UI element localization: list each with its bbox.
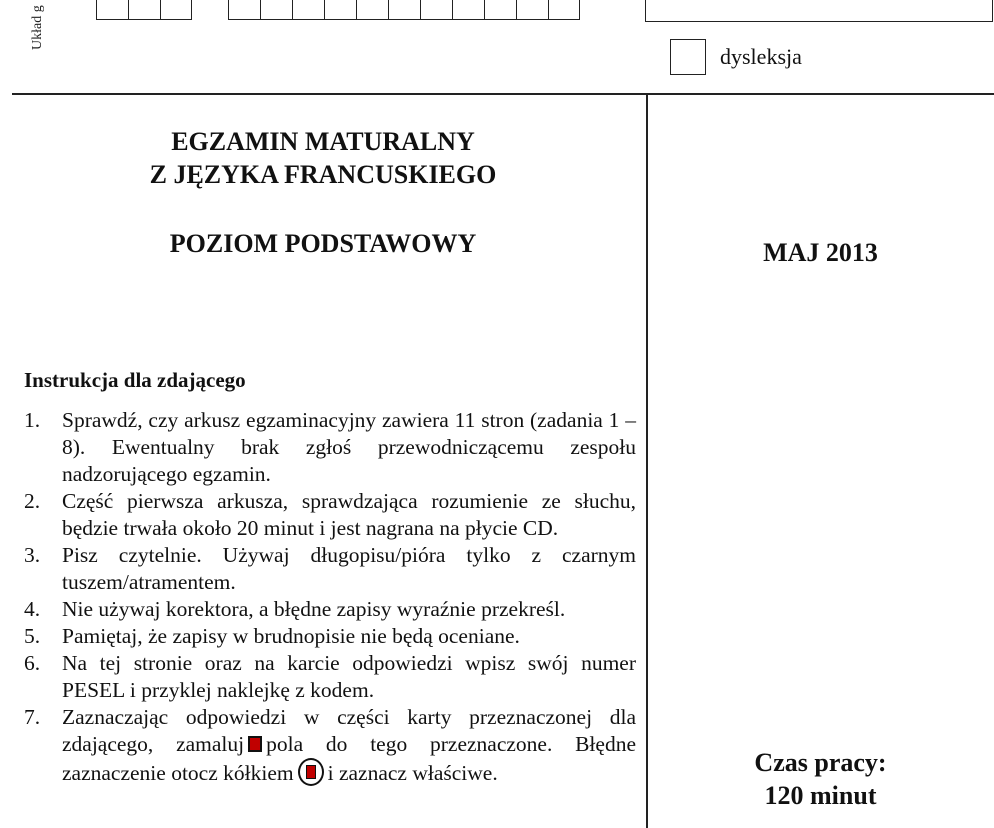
horizontal-divider [12, 93, 994, 95]
code-box[interactable] [160, 0, 192, 20]
code-box[interactable] [96, 0, 128, 20]
pesel-box[interactable] [228, 0, 260, 20]
dyslexia-label: dysleksja [720, 44, 802, 69]
pesel-box[interactable] [388, 0, 420, 20]
instruction-item [24, 488, 636, 542]
sticker-field[interactable] [645, 0, 993, 22]
instruction-number: 2. [24, 489, 41, 513]
exam-title-line2: Z JĘZYKA FRANCUSKIEGO [149, 160, 497, 189]
exam-session: MAJ 2013 [763, 238, 878, 267]
time-value: 120 minut [764, 781, 877, 810]
instruction-item [24, 407, 636, 488]
instruction-item [24, 596, 636, 623]
pesel-box[interactable] [356, 0, 388, 20]
sidebar-vertical-label: Układ g [30, 5, 45, 50]
instruction-text: i zaznacz właściwe. [327, 761, 498, 785]
code-box[interactable] [128, 0, 160, 20]
instruction-number: 4. [24, 597, 41, 621]
instruction-item [24, 704, 636, 787]
pesel-box[interactable] [420, 0, 452, 20]
dyslexia-checkbox[interactable] [670, 39, 706, 75]
pesel-boxes [228, 0, 580, 20]
exam-level: POZIOM PODSTAWOWY [169, 229, 477, 258]
instructions-list [24, 407, 636, 787]
code-boxes [96, 0, 192, 20]
instruction-item [24, 542, 636, 596]
instruction-number: 1. [24, 408, 41, 432]
filled-square-icon [248, 736, 262, 752]
instruction-number: 5. [24, 624, 41, 648]
exam-title-line1: EGZAMIN MATURALNY [171, 127, 475, 156]
pesel-box[interactable] [324, 0, 356, 20]
instruction-text: Zaznaczając odpowiedzi w części karty przeznaczonej dla zdającego, zamaluj [62, 705, 636, 756]
time-label: Czas pracy: [754, 748, 887, 777]
circled-square-icon [298, 758, 324, 786]
instruction-item [24, 623, 636, 650]
instruction-number: 7. [24, 705, 41, 729]
instruction-text: pola do tego przeznaczone. Błędne zaznaczenie otocz kółkiem [62, 732, 636, 785]
instruction-number: 6. [24, 651, 41, 675]
instruction-text: Pamiętaj, że zapisy w brudnopisie nie będą oceniane. [62, 624, 520, 648]
instruction-text: Sprawdź, czy arkusz egzaminacyjny zawiera 11 stron (zadania 1 – 8). Ewentualny brak zgłoś przewodniczącemu zespołu nadzorującego egzamin. [62, 408, 636, 486]
instruction-text: Na tej stronie oraz na karcie odpowiedzi wpisz swój numer PESEL i przyklej naklejkę z kodem. [62, 651, 636, 702]
instruction-text: Pisz czytelnie. Używaj długopisu/pióra tylko z czarnym tuszem/atramentem. [62, 543, 636, 594]
pesel-box[interactable] [548, 0, 580, 20]
pesel-box[interactable] [292, 0, 324, 20]
instruction-number: 3. [24, 543, 41, 567]
instructions-title: Instrukcja dla zdającego [24, 368, 246, 392]
instruction-text: Część pierwsza arkusza, sprawdzająca rozumienie ze słuchu, będzie trwała około 20 minut i jest nagrana na płycie CD. [62, 489, 636, 540]
pesel-box[interactable] [484, 0, 516, 20]
instruction-item [24, 650, 636, 704]
vertical-divider [646, 93, 648, 828]
pesel-box[interactable] [452, 0, 484, 20]
instruction-text: Nie używaj korektora, a błędne zapisy wyraźnie przekreśl. [62, 597, 566, 621]
pesel-box[interactable] [260, 0, 292, 20]
pesel-box[interactable] [516, 0, 548, 20]
